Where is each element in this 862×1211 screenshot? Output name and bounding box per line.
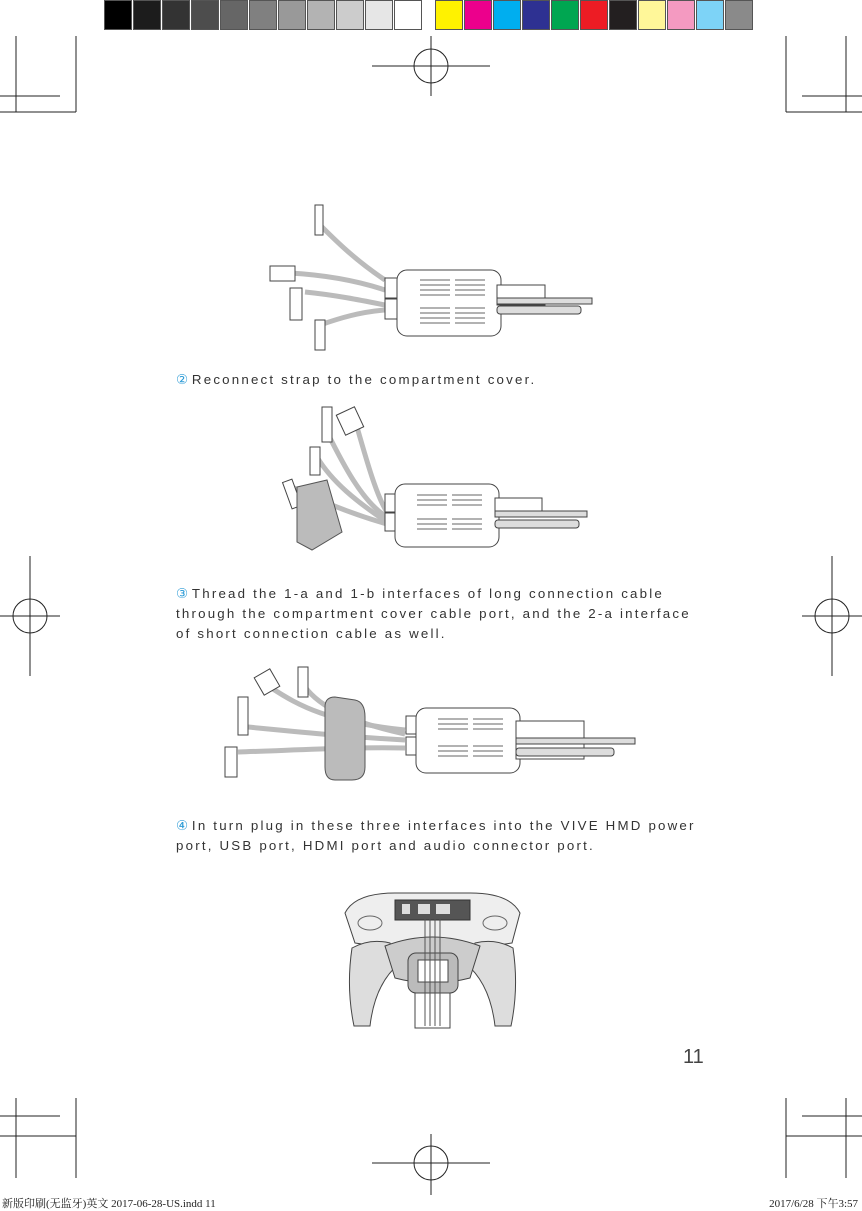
footer-slug-right: 2017/6/28 下午3:57	[769, 1198, 858, 1210]
page-number: 11	[683, 1046, 704, 1068]
cable-compartment-figure-2	[282, 402, 592, 552]
step-2-text	[176, 370, 536, 390]
step-4-text	[176, 816, 696, 856]
step-text: Reconnect strap to the compartment cover.	[191, 372, 537, 387]
power-plug	[290, 288, 302, 320]
step-text-line: Thread the 1-a and 1-b interfaces of long connection cable	[191, 586, 664, 601]
cable-compartment-figure-3	[220, 662, 640, 782]
audio-plug	[315, 205, 323, 235]
step-text-line: port, USB port, HDMI port and audio connector port.	[176, 838, 595, 853]
vive-hmd-figure	[340, 888, 525, 1028]
footer-slug-left: 新版印刷(无监牙)英文 2017-06-28-US.indd 11	[2, 1198, 216, 1210]
step-number: ④	[176, 818, 188, 833]
step-text-line: of short connection cable as well.	[176, 626, 447, 641]
step-text-line: In turn plug in these three interfaces into the VIVE HMD power	[191, 818, 696, 833]
step-number: ②	[176, 372, 188, 387]
step-3-text	[176, 584, 691, 644]
step-text-line: through the compartment cover cable port, and the 2-a interface	[176, 606, 691, 621]
step-number: ③	[176, 586, 188, 601]
hdmi-plug	[270, 266, 295, 281]
usb-plug	[315, 320, 325, 350]
cable-compartment-figure-1	[265, 200, 600, 360]
